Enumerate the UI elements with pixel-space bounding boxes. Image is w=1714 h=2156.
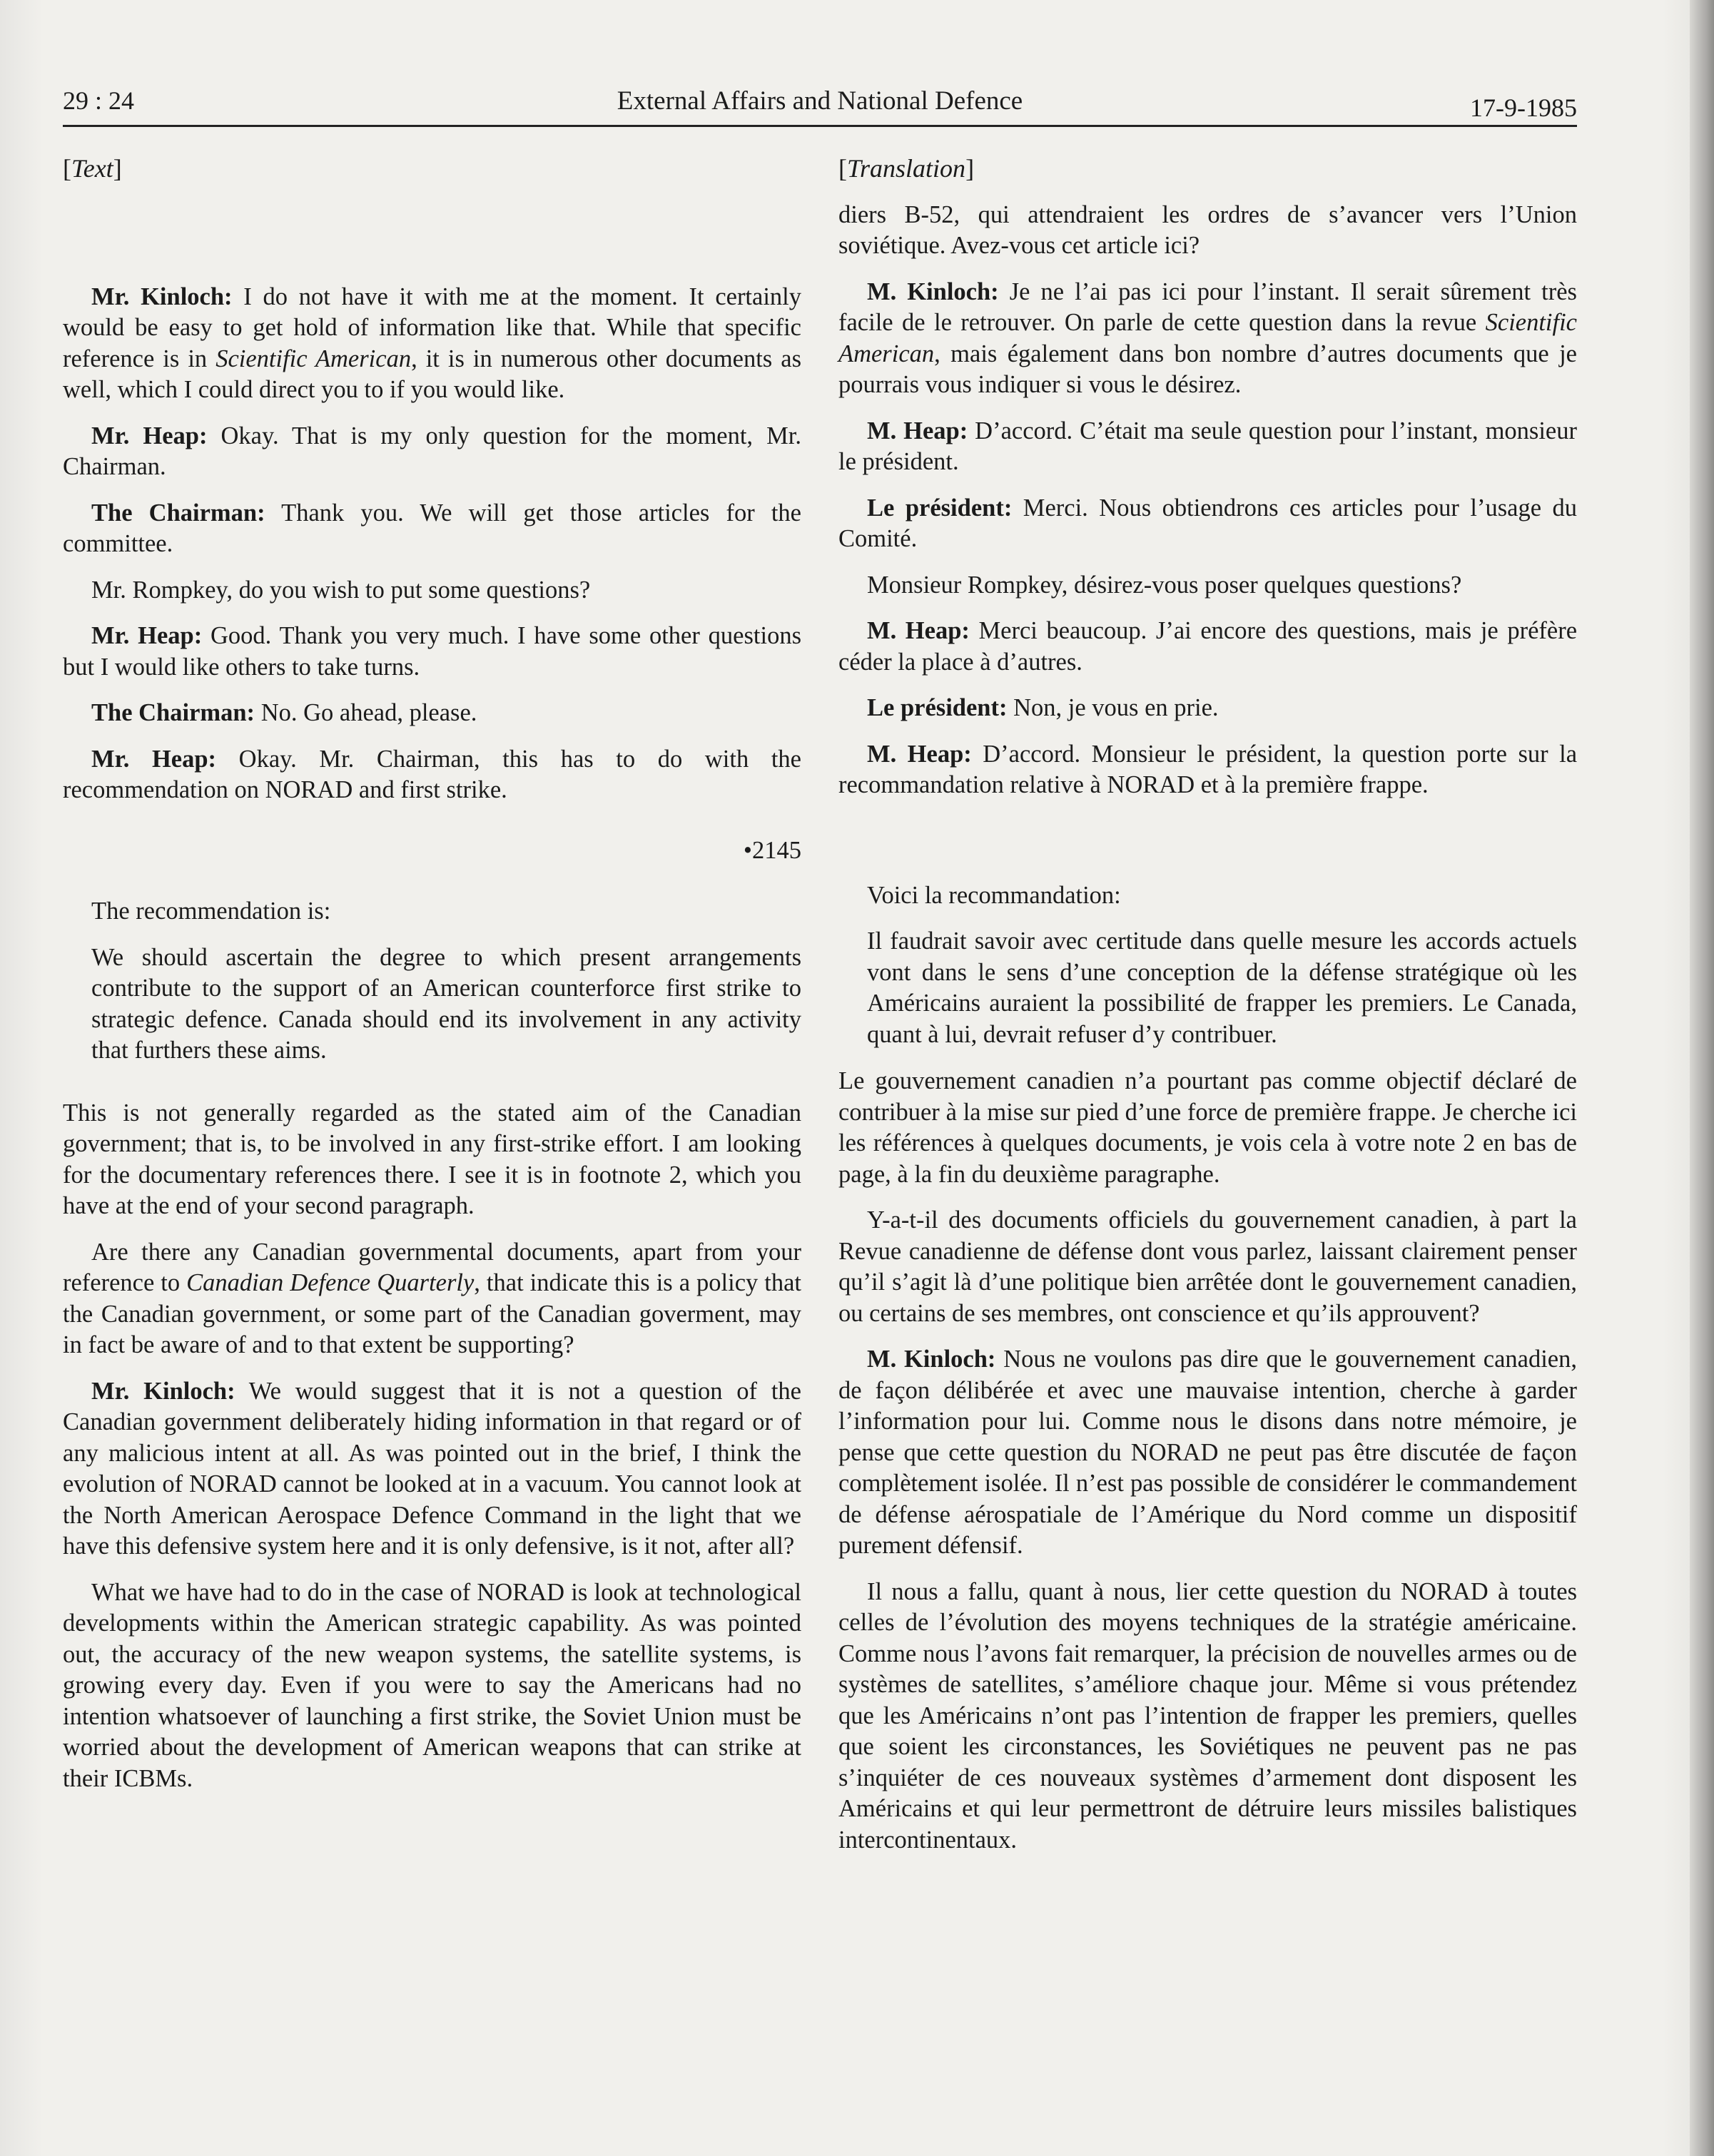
speaker-name: M. Heap: bbox=[867, 740, 972, 768]
paragraph: What we have had to do in the case of NORAD is look at technological developments within the American strategic capability. As was pointed out, the accuracy of the new weapon systems, the satellite systems, is growing every day. Even if you were to say the Americans had no intention whatsoever of launching a first strike, the Soviet Union must be worried about the development of American weapons that can strike at their ICBMs. bbox=[63, 1578, 801, 1792]
english-column bbox=[63, 153, 801, 1809]
paragraph: Le président: Non, je vous en prie. bbox=[867, 694, 1219, 721]
header-rule bbox=[63, 125, 1577, 127]
paragraph: Are there any Canadian governmental documents, apart from your reference to Canadian Defence Quarterly, that indicate this is a policy that the Canadian government, or some part of the Canadian goverment, may in fact be aware of and to that extent be supporting? bbox=[63, 1238, 801, 1358]
page-number: 29 : 24 bbox=[63, 86, 135, 115]
paragraph: Mr. Rompkey, do you wish to put some questions? bbox=[91, 576, 591, 604]
paragraph: Y-a-t-il des documents officiels du gouvernement canadien, à part la Revue canadienne de défense dont vous parlez, laissant clairement penser qu’il s’agit là d’une politique bien arrêtée dont le gouvernement canadien, ou certains de ses membres, ont conscience et qu’ils approuvent? bbox=[838, 1206, 1577, 1327]
speaker-name: Le président: bbox=[867, 694, 1008, 721]
speaker-name: Le président: bbox=[867, 494, 1013, 522]
speaker-name: Mr. Kinloch: bbox=[91, 1377, 235, 1405]
paragraph: The Chairman: Thank you. We will get those articles for the committee. bbox=[63, 499, 801, 557]
running-header bbox=[63, 86, 1577, 130]
language-tag: [Translation] bbox=[838, 154, 975, 183]
quoted-recommendation: We should ascertain the degree to which present arrangements contribute to the support of an American counterforce first strike to strategic defence. Canada should end its involvement in any activity that furthers these aims. bbox=[91, 943, 801, 1064]
speaker-name: Mr. Heap: bbox=[91, 422, 208, 449]
paragraph: diers B-52, qui attendraient les ordres de s’avancer vers l’Union soviétique. Avez-vous cet article ici? bbox=[838, 200, 1577, 259]
speaker-name: M. Kinloch: bbox=[867, 1346, 996, 1373]
paragraph: M. Heap: D’accord. C’était ma seule question pour l’instant, monsieur le président. bbox=[838, 417, 1577, 475]
speaker-name: The Chairman: bbox=[91, 699, 255, 726]
header-title: External Affairs and National Defence bbox=[617, 86, 1023, 116]
paragraph: M. Heap: D’accord. Monsieur le président, la question porte sur la recommandation relative à NORAD et à la première frappe. bbox=[838, 740, 1578, 798]
paragraph: Mr. Kinloch: I do not have it with me at the moment. It certainly would be easy to get hold of information like that. While that specific reference is in Scientific American, it is in numerous other documents as well, which I could direct you to if you would like. bbox=[63, 283, 801, 403]
paragraph: Monsieur Rompkey, désirez-vous poser quelques questions? bbox=[867, 571, 1462, 599]
speaker-name: The Chairman: bbox=[91, 499, 265, 527]
paragraph: M. Kinloch: Je ne l’ai pas ici pour l’instant. Il serait sûrement très facile de le retrouver. On parle de cette question dans la revue Scientific American, mais également dans bon nombre d’autres documents que je pourrais vous indiquer si vous le désirez. bbox=[838, 278, 1577, 398]
paragraph: Mr. Heap: Okay. That is my only question for the moment, Mr. Chairman. bbox=[63, 422, 801, 480]
paragraph: The Chairman: No. Go ahead, please. bbox=[91, 699, 477, 726]
paragraph: M. Kinloch: Nous ne voulons pas dire que le gouvernement canadien, de façon délibérée et avec une mauvaise intention, cherche à garder l’information pour lui. Comme nous le disons dans notre mémoire, je pense que cette question du NORAD ne peut pas être discutée de façon complètement isolée. Il n’est pas possible de considérer le commandement de défense aérospatiale de l’Amérique du Nord comme un dispositif purement défensif. bbox=[838, 1346, 1577, 1559]
paragraph: Mr. Heap: Okay. Mr. Chairman, this has to do with the recommendation on NORAD and first strike. bbox=[63, 745, 801, 803]
french-column bbox=[838, 153, 1577, 1871]
speaker-name: M. Kinloch: bbox=[867, 278, 999, 305]
quoted-recommendation: Il faudrait savoir avec certitude dans quelle mesure les accords actuels vont dans le sens d’une conception de la défense stratégique où les Américains auraient la possibilité de frapper les premiers. Le Canada, quant à lui, devrait refuser d’y contribuer. bbox=[867, 927, 1577, 1048]
speaker-name: Mr. Heap: bbox=[91, 622, 203, 649]
paragraph: M. Heap: Merci beaucoup. J’ai encore des questions, mais je préfère céder la place à d’autres. bbox=[838, 617, 1578, 676]
speaker-name: Mr. Kinloch: bbox=[91, 283, 233, 310]
paragraph: Il nous a fallu, quant à nous, lier cette question du NORAD à toutes celles de l’évolution des moyens techniques de la stratégie américaine. Comme nous l’avons fait remarquer, la précision de nouvelles armes ou de systèmes de satellites, s’améliore chaque jour. Même si vous prétendez que les Américains n’ont pas l’intention de frapper les premiers, quelles que soient les circonstances, les Soviétiques ne peuvent pas ne pas s’inquiéter de ces nouveaux systèmes d’armement dont disposent les Américains et qui leur permettront de détruire leurs missiles balistiques intercontinentaux. bbox=[838, 1577, 1577, 1854]
header-date: 17-9-1985 bbox=[1470, 93, 1577, 122]
paragraph: Le gouvernement canadien n’a pourtant pas comme objectif déclaré de contribuer à la mise sur pied d’une force de première frappe. Je cherche ici les références à quelques documents, je vois cela à votre note 2 en bas de page, à la fin du deuxième paragraphe. bbox=[838, 1067, 1577, 1188]
speaker-name: Mr. Heap: bbox=[91, 745, 217, 773]
paragraph: Mr. Heap: Good. Thank you very much. I have some other questions but I would like others to take turns. bbox=[63, 622, 801, 681]
speaker-name: M. Heap: bbox=[867, 617, 970, 644]
language-tag: [Text] bbox=[63, 154, 122, 183]
speaker-name: M. Heap: bbox=[867, 417, 968, 444]
paragraph: This is not generally regarded as the stated aim of the Canadian government; that is, to be involved in any first-strike effort. I am looking for the documentary references there. I see it is in footnote 2, which you have at the end of your second paragraph. bbox=[63, 1099, 801, 1219]
paragraph: Le président: Merci. Nous obtiendrons ces articles pour l’usage du Comité. bbox=[838, 494, 1577, 552]
paragraph: Voici la recommandation: bbox=[867, 881, 1121, 909]
time-stamp: • 2145 bbox=[63, 835, 801, 867]
paragraph: Mr. Kinloch: We would suggest that it is not a question of the Canadian government deliberately hiding information in that regard or of any malicious intent at all. As was pointed out in the brief, I think the evolution of NORAD cannot be looked at in a vacuum. You cannot look at the North American Aerospace Defence Command in the light that we have this defensive system here and it is only defensive, is it not, after all? bbox=[63, 1377, 801, 1560]
paragraph: The recommendation is: bbox=[91, 898, 331, 925]
